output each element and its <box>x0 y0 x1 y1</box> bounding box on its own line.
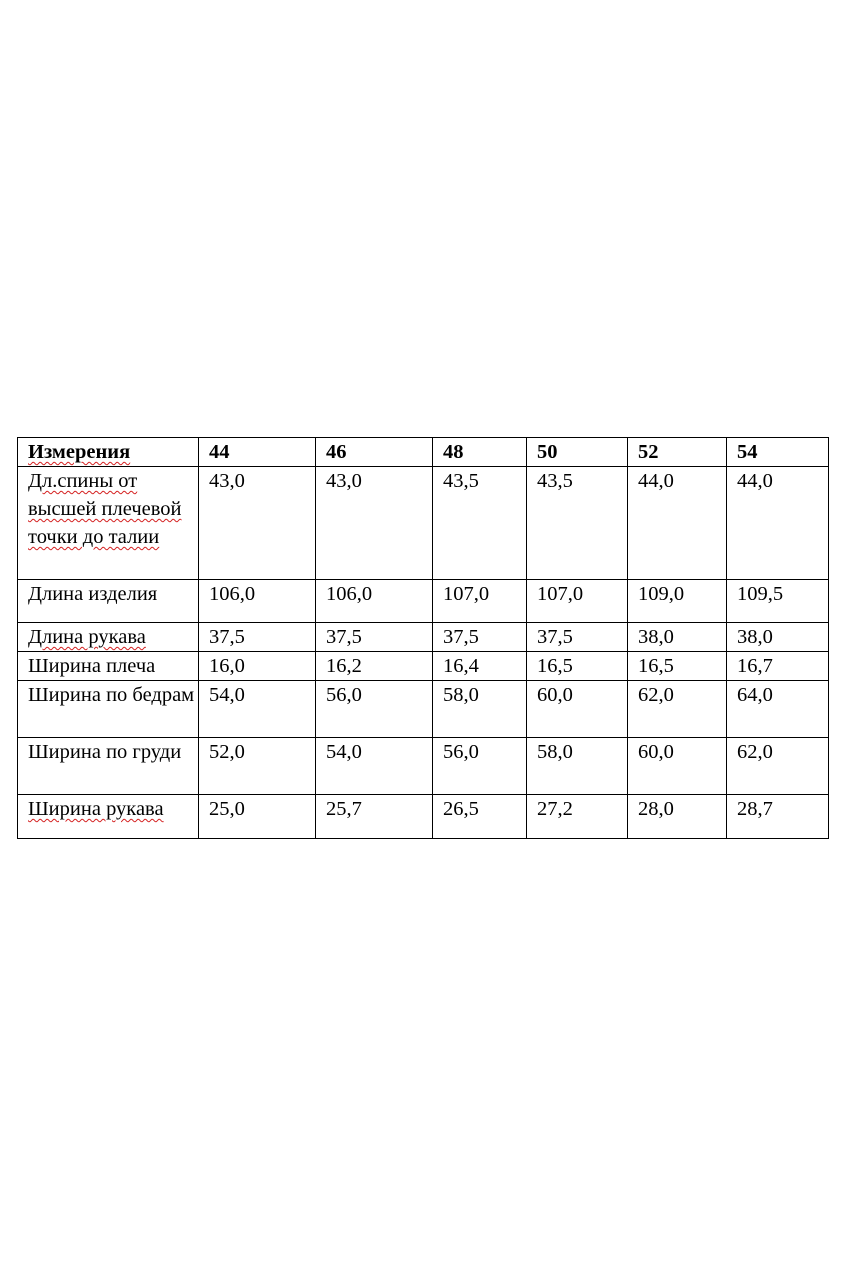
table-cell: 43,0 <box>199 467 316 580</box>
row-label: Длина рукава <box>28 626 146 648</box>
row-label-cell <box>18 681 199 738</box>
table-cell: 58,0 <box>527 738 628 795</box>
table-cell: 62,0 <box>628 681 727 738</box>
table-cell: 16,5 <box>628 652 727 681</box>
table-cell: 25,7 <box>316 795 433 839</box>
table-cell: 64,0 <box>727 681 829 738</box>
table-cell: 106,0 <box>316 580 433 623</box>
table-cell: 37,5 <box>316 623 433 652</box>
row-label-cell <box>18 580 199 623</box>
table-cell: 16,5 <box>527 652 628 681</box>
table-cell: 60,0 <box>527 681 628 738</box>
table-cell: 56,0 <box>433 738 527 795</box>
table-cell: 38,0 <box>628 623 727 652</box>
table-cell: 27,2 <box>527 795 628 839</box>
table-cell: 107,0 <box>433 580 527 623</box>
size-48: 48 <box>443 441 464 463</box>
row-label-cell <box>18 467 199 580</box>
table-cell: 28,0 <box>628 795 727 839</box>
table-cell: 16,7 <box>727 652 829 681</box>
header-size-cell <box>727 438 829 467</box>
table-cell: 25,0 <box>199 795 316 839</box>
table-row <box>18 738 829 795</box>
table-cell: 44,0 <box>727 467 829 580</box>
table-cell: 58,0 <box>433 681 527 738</box>
row-label-cell <box>18 623 199 652</box>
table-cell: 60,0 <box>628 738 727 795</box>
header-size-cell <box>628 438 727 467</box>
table-cell: 56,0 <box>316 681 433 738</box>
row-label: Дл.спины от высшей плечевой точки до талии <box>28 470 182 548</box>
table-cell: 109,5 <box>727 580 829 623</box>
size-chart-table <box>17 437 829 839</box>
size-46: 46 <box>326 441 347 463</box>
table-cell: 109,0 <box>628 580 727 623</box>
table-cell: 26,5 <box>433 795 527 839</box>
table-cell: 28,7 <box>727 795 829 839</box>
size-44: 44 <box>209 441 230 463</box>
table-cell: 54,0 <box>199 681 316 738</box>
table-cell: 37,5 <box>199 623 316 652</box>
table-header-row <box>18 438 829 467</box>
row-label-cell <box>18 795 199 839</box>
table-cell: 52,0 <box>199 738 316 795</box>
table-row <box>18 795 829 839</box>
table-cell: 43,5 <box>527 467 628 580</box>
table-cell: 54,0 <box>316 738 433 795</box>
table-cell: 62,0 <box>727 738 829 795</box>
table-cell: 107,0 <box>527 580 628 623</box>
table-row <box>18 681 829 738</box>
table-cell: 16,2 <box>316 652 433 681</box>
table-row <box>18 467 829 580</box>
table-cell: 43,5 <box>433 467 527 580</box>
header-size-cell <box>527 438 628 467</box>
table-cell: 16,4 <box>433 652 527 681</box>
header-size-cell <box>433 438 527 467</box>
table-cell: 37,5 <box>527 623 628 652</box>
table-cell: 16,0 <box>199 652 316 681</box>
row-label: Ширина по бедрам <box>28 684 195 706</box>
table-cell: 106,0 <box>199 580 316 623</box>
size-52: 52 <box>638 441 659 463</box>
header-label: Измерения <box>28 441 131 463</box>
table-row <box>18 580 829 623</box>
row-label: Длина изделия <box>28 583 158 605</box>
header-label-cell <box>18 438 199 467</box>
row-label: Ширина по груди <box>28 741 182 763</box>
table-cell: 44,0 <box>628 467 727 580</box>
header-size-cell <box>316 438 433 467</box>
size-54: 54 <box>737 441 758 463</box>
size-50: 50 <box>537 441 558 463</box>
table-cell: 38,0 <box>727 623 829 652</box>
header-size-cell <box>199 438 316 467</box>
table-row <box>18 623 829 652</box>
row-label-cell <box>18 652 199 681</box>
row-label: Ширина рукава <box>28 798 164 820</box>
row-label-cell <box>18 738 199 795</box>
table-cell: 43,0 <box>316 467 433 580</box>
table-row <box>18 652 829 681</box>
row-label: Ширина плеча <box>28 655 156 677</box>
table-cell: 37,5 <box>433 623 527 652</box>
